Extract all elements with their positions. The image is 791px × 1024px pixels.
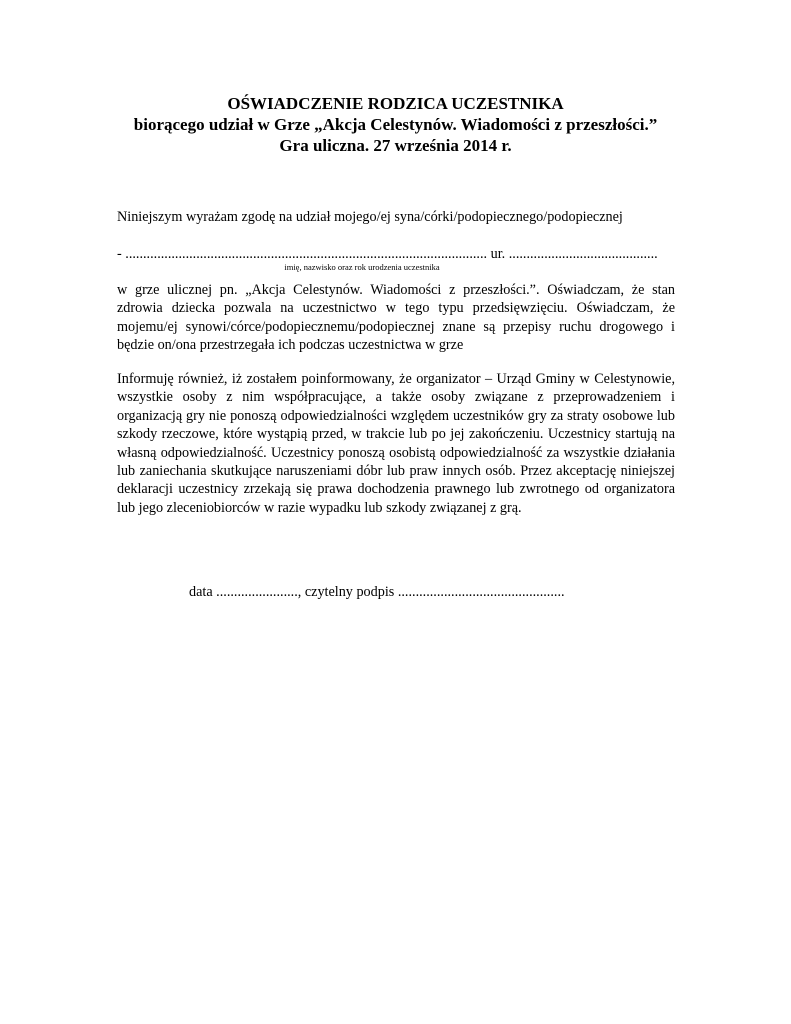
liability-paragraph: Informuję również, iż zostałem poinformowany, że organizator – Urząd Gminy w Celestynowie, wszystkie osoby z nim współpracujące, a także osoby związane z przeprowadzeniem i organizacją gry nie ponoszą odpowiedzialności względem uczestników gry za straty osobowe lub szkody rzeczowe, które wystąpią przed, w trakcie lub po jej zakończeniu. Uczestnicy startują na własną odpowiedzialność. Uczestnicy ponoszą osobistą odpowiedzialność za wszystkie działania lub zaniechania skutkujące naruszeniami dóbr lub praw innych osób. Przez akceptację niniejszej deklaracji uczestnicy zrzekają się prawa dochodzenia prawnego lub zwrotnego od organizatora lub jego zleceniobiorców w razie wypadku lub szkody związanej z grą. — [117, 371, 675, 516]
title-line-1: OŚWIADCZENIE RODZICA UCZESTNIKA — [227, 94, 564, 113]
consent-intro: Niniejszym wyrażam zgodę na udział mojego/ej syna/córki/podopiecznego/podopiecznej — [117, 209, 623, 225]
title-line-2: biorącego udział w Grze „Akcja Celestynów. Wiadomości z przeszłości.” — [133, 115, 658, 134]
document-title — [0, 93, 791, 156]
participant-fill-line: - ...................................................................................................... ur. .......................................... — [117, 246, 658, 262]
title-line-3: Gra uliczna. 27 września 2014 r. — [279, 136, 512, 155]
participant-fill-hint: imię, nazwisko oraz rok urodzenia uczestnika — [284, 262, 440, 272]
consent-paragraph: w grze ulicznej pn. „Akcja Celestynów. Wiadomości z przeszłości.”. Oświadczam, że stan zdrowia dziecka pozwala na uczestnictwo w tego typu przedsięwzięciu. Oświadczam, że mojemu/ej synowi/córce/podopiecznemu/podopiecznej znane są przepisy ruchu drogowego i będzie on/ona przestrzegała ich podczas uczestnictwa w grze — [117, 282, 675, 354]
signature-line: data ......................., czytelny podpis ............................................... — [189, 584, 565, 600]
